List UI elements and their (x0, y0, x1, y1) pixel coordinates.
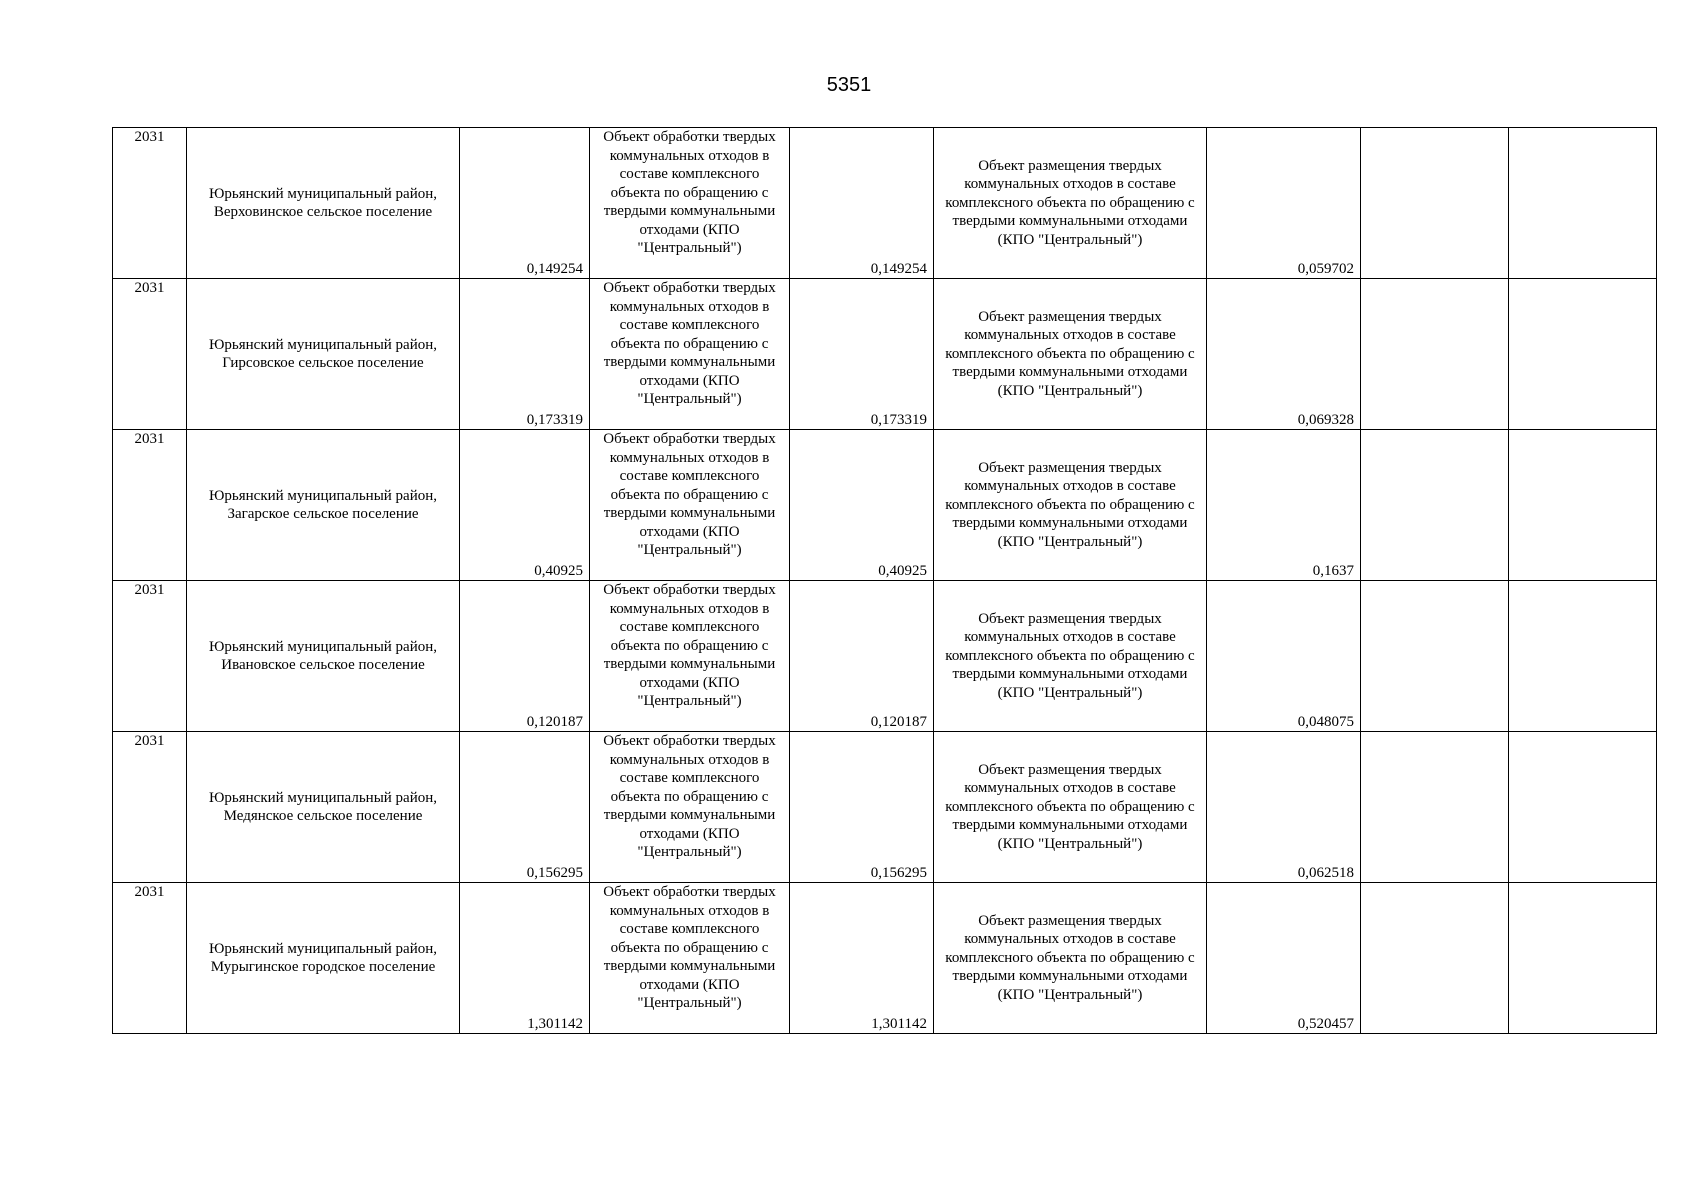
processing-object-cell: Объект обработки твердых коммунальных отходов в составе комплексного объекта по обращению с твердыми коммунальными отходами (КПО "Центральный") (590, 279, 790, 430)
value-3-cell: 0,069328 (1207, 279, 1361, 430)
year-cell: 2031 (113, 128, 187, 279)
value-3-cell: 0,062518 (1207, 732, 1361, 883)
value-1-cell: 0,120187 (460, 581, 590, 732)
table-row (113, 732, 1657, 883)
table-row (113, 883, 1657, 1034)
year-cell: 2031 (113, 581, 187, 732)
placement-object-cell: Объект размещения твердых коммунальных отходов в составе комплексного объекта по обращению с твердыми коммунальными отходами (КПО "Центральный") (934, 128, 1207, 279)
location-cell: Юрьянский муниципальный район, Верховинское сельское поселение (187, 128, 460, 279)
value-3-cell: 0,1637 (1207, 430, 1361, 581)
empty-cell (1509, 581, 1657, 732)
value-3-cell: 0,048075 (1207, 581, 1361, 732)
placement-object-cell: Объект размещения твердых коммунальных отходов в составе комплексного объекта по обращению с твердыми коммунальными отходами (КПО "Центральный") (934, 581, 1207, 732)
year-cell: 2031 (113, 430, 187, 581)
value-2-cell: 0,120187 (790, 581, 934, 732)
processing-object-cell: Объект обработки твердых коммунальных отходов в составе комплексного объекта по обращению с твердыми коммунальными отходами (КПО "Центральный") (590, 883, 790, 1034)
empty-cell (1361, 279, 1509, 430)
empty-cell (1361, 883, 1509, 1034)
value-1-cell: 0,149254 (460, 128, 590, 279)
location-cell: Юрьянский муниципальный район, Ивановское сельское поселение (187, 581, 460, 732)
empty-cell (1361, 430, 1509, 581)
value-3-cell: 0,059702 (1207, 128, 1361, 279)
value-2-cell: 0,173319 (790, 279, 934, 430)
value-1-cell: 0,173319 (460, 279, 590, 430)
value-2-cell: 0,149254 (790, 128, 934, 279)
waste-objects-table (112, 127, 1657, 1034)
value-1-cell: 1,301142 (460, 883, 590, 1034)
value-2-cell: 0,156295 (790, 732, 934, 883)
location-cell: Юрьянский муниципальный район, Гирсовское сельское поселение (187, 279, 460, 430)
placement-object-cell: Объект размещения твердых коммунальных отходов в составе комплексного объекта по обращению с твердыми коммунальными отходами (КПО "Центральный") (934, 732, 1207, 883)
empty-cell (1509, 883, 1657, 1034)
empty-cell (1509, 128, 1657, 279)
location-cell: Юрьянский муниципальный район, Медянское сельское поселение (187, 732, 460, 883)
empty-cell (1509, 732, 1657, 883)
placement-object-cell: Объект размещения твердых коммунальных отходов в составе комплексного объекта по обращению с твердыми коммунальными отходами (КПО "Центральный") (934, 430, 1207, 581)
year-cell: 2031 (113, 732, 187, 883)
placement-object-cell: Объект размещения твердых коммунальных отходов в составе комплексного объекта по обращению с твердыми коммунальными отходами (КПО "Центральный") (934, 883, 1207, 1034)
placement-object-cell: Объект размещения твердых коммунальных отходов в составе комплексного объекта по обращению с твердыми коммунальными отходами (КПО "Центральный") (934, 279, 1207, 430)
value-3-cell: 0,520457 (1207, 883, 1361, 1034)
processing-object-cell: Объект обработки твердых коммунальных отходов в составе комплексного объекта по обращению с твердыми коммунальными отходами (КПО "Центральный") (590, 732, 790, 883)
value-1-cell: 0,156295 (460, 732, 590, 883)
table-row (113, 279, 1657, 430)
empty-cell (1509, 430, 1657, 581)
processing-object-cell: Объект обработки твердых коммунальных отходов в составе комплексного объекта по обращению с твердыми коммунальными отходами (КПО "Центральный") (590, 581, 790, 732)
page-number: 5351 (826, 74, 872, 96)
location-cell: Юрьянский муниципальный район, Загарское сельское поселение (187, 430, 460, 581)
empty-cell (1361, 128, 1509, 279)
year-cell: 2031 (113, 883, 187, 1034)
value-2-cell: 1,301142 (790, 883, 934, 1034)
year-cell: 2031 (113, 279, 187, 430)
processing-object-cell: Объект обработки твердых коммунальных отходов в составе комплексного объекта по обращению с твердыми коммунальными отходами (КПО "Центральный") (590, 430, 790, 581)
value-1-cell: 0,40925 (460, 430, 590, 581)
value-2-cell: 0,40925 (790, 430, 934, 581)
empty-cell (1361, 581, 1509, 732)
table-row (113, 128, 1657, 279)
empty-cell (1509, 279, 1657, 430)
table-row (113, 430, 1657, 581)
processing-object-cell: Объект обработки твердых коммунальных отходов в составе комплексного объекта по обращению с твердыми коммунальными отходами (КПО "Центральный") (590, 128, 790, 279)
table-row (113, 581, 1657, 732)
empty-cell (1361, 732, 1509, 883)
location-cell: Юрьянский муниципальный район, Мурыгинское городское поселение (187, 883, 460, 1034)
